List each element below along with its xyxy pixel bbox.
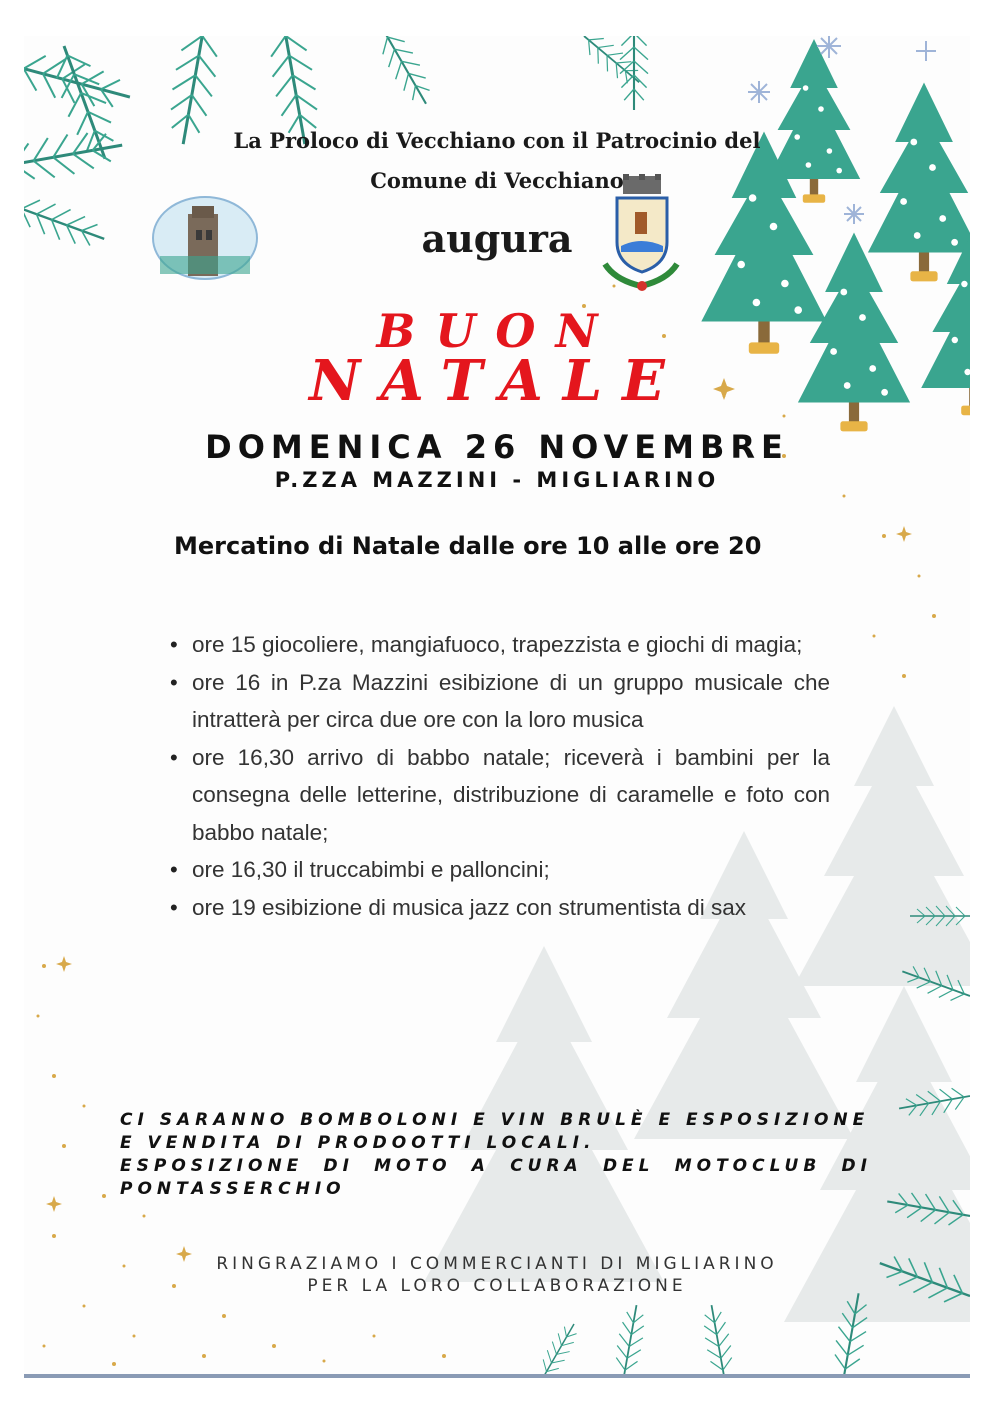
- info-word: DEL: [602, 1156, 655, 1176]
- municipality-line: Comune di Vecchiano: [370, 168, 624, 193]
- info-word: CURA: [510, 1156, 583, 1176]
- event-place: P.ZZA MAZZINI - MIGLIARINO: [274, 468, 720, 492]
- events-list: [170, 626, 830, 926]
- info-word: ESPOSIZIONE: [120, 1156, 304, 1176]
- event-date: DOMENICA 26 NOVEMBRE: [205, 428, 789, 466]
- event-item: • ore 16,30 il truccabimbi e palloncini;: [170, 851, 830, 889]
- event-item: • ore 16,30 arrivo di babbo natale; riceverà i bambini per la consegna delle letterine, distribuzione di caramelle e foto con babbo natale;: [170, 739, 830, 852]
- event-item: • ore 15 giocoliere, mangiafuoco, trapezzista e giochi di magia;: [170, 626, 830, 664]
- thanks-line: PER LA LORO COLLABORAZIONE: [307, 1276, 687, 1296]
- info-word: MOTO: [374, 1156, 452, 1176]
- info-line: PONTASSERCHIO: [120, 1179, 346, 1199]
- info-word: MOTOCLUB: [674, 1156, 822, 1176]
- organizer-line: La Proloco di Vecchiano con il Patrocinio del: [233, 128, 761, 153]
- event-item: • ore 19 esibizione di musica jazz con strumentista di sax: [170, 889, 830, 927]
- thanks-line: RINGRAZIAMO I COMMERCIANTI DI MIGLIARINO: [216, 1254, 778, 1274]
- info-word: DI: [841, 1156, 872, 1176]
- event-item: • ore 16 in P.za Mazzini esibizione di un gruppo musicale che intratterà per circa due ore con la loro musica: [170, 664, 830, 739]
- info-word: A: [471, 1156, 490, 1176]
- greeting-natale: NATALE: [309, 348, 685, 414]
- market-hours: Mercatino di Natale dalle ore 10 alle ore 20: [174, 532, 762, 560]
- info-line: E VENDITA DI PRODOOTTI LOCALI.: [120, 1133, 596, 1153]
- info-line: [120, 1156, 872, 1176]
- wishes-word: augura: [421, 216, 573, 261]
- info-word: DI: [323, 1156, 354, 1176]
- greeting-buon: BUON: [376, 304, 618, 358]
- flyer: [24, 36, 970, 1376]
- bottom-divider: [24, 1374, 970, 1378]
- info-line: CI SARANNO BOMBOLONI E VIN BRULÈ E ESPOSIZIONE: [120, 1110, 870, 1130]
